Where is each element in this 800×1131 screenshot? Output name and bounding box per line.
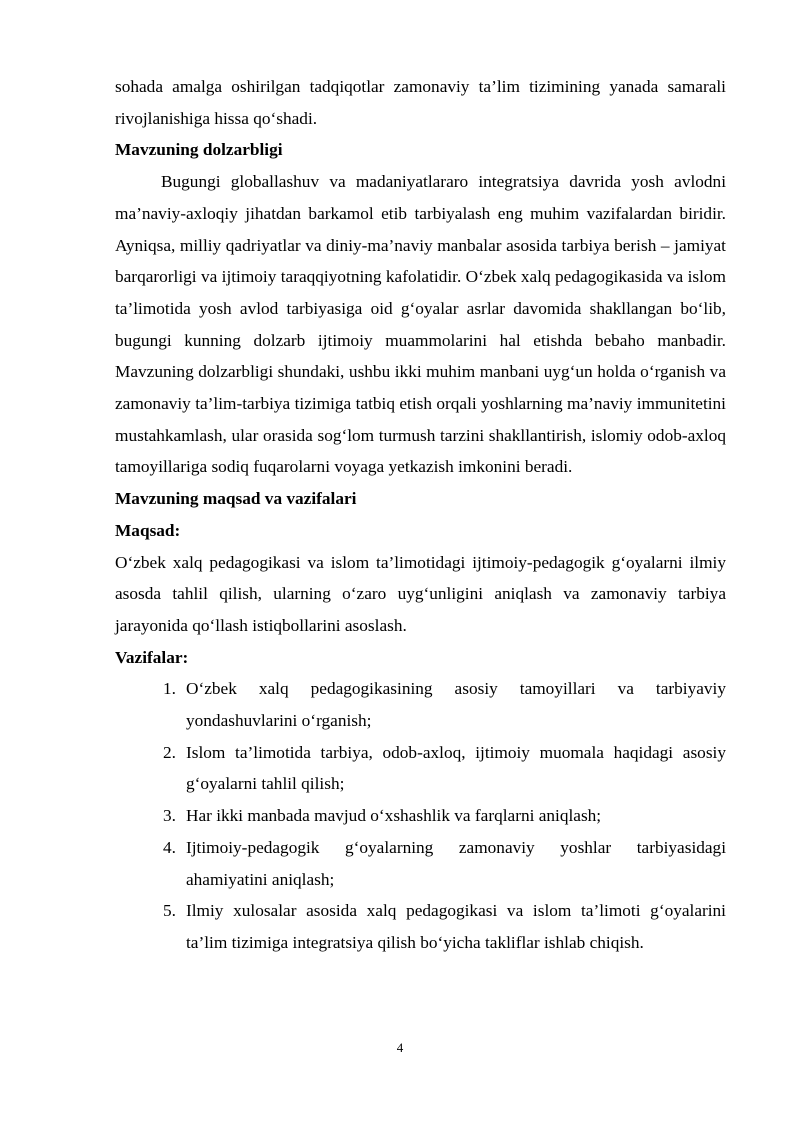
list-item-text: Islom ta’limotida tarbiya, odob-axloq, ijtimoiy muomala haqidagi asosiy g‘oyalarni tahlil qilish; (186, 742, 726, 794)
list-item-text: O‘zbek xalq pedagogikasining asosiy tamoyillari va tarbiyaviy yondashuvlarini o‘rganish; (186, 679, 726, 731)
list-item-number: 5. (163, 901, 176, 921)
list-item-text: Ilmiy xulosalar asosida xalq pedagogikasi va islom ta’limoti g‘oyalarini ta’lim tizimiga integratsiya qilish bo‘yicha takliflar ishlab chiqish. (186, 901, 726, 952)
page-number: 4 (396, 1040, 404, 1055)
relevance-paragraph: Bugungi globallashuv va madaniyatlararo integratsiya davrida yosh avlodni ma’naviy-axloqiy jihatdan barkamol etib tarbiyalash eng muhim vazifalardan biridir. Ayniqsa, milliy qadriyatlar va diniy-ma’naviy manbalar asosida tarbiya berish – jamiyat barqarorligi va ijtimoiy taraqqiyotning kafolatidir. O‘zbek xalq pedagogikasida va islom ta’limotida yosh avlod tarbiyasiga oid g‘oyalar asrlar davomida shakllangan bo‘lib, bugungi kunning dolzarb ijtimoiy muammolarini hal etishda bebaho manbadir. Mavzuning dolzarbligi shundaki, ushbu ikki muhim manbani uyg‘un holda o‘rganish va zamonaviy ta’lim-tarbiya tizimiga tatbiq etish orqali yoshlarning ma’naviy immunitetini mustahkamlash, ular orasida sog‘lom turmush tarzini shakllantirish, islomiy odob-axloq tamoyillariga sodiq fuqarolarni voyaga yetkazish imkonini beradi. (115, 172, 726, 477)
goals-heading: Mavzuning maqsad va vazifalari (115, 489, 357, 509)
intro-continuation-paragraph: sohada amalga oshirilgan tadqiqotlar zamonaviy ta’lim tizimining yanada samarali rivojlanishiga hissa qo‘shadi. (115, 77, 726, 128)
document-page (115, 71, 726, 959)
tasks-list (115, 673, 726, 958)
list-item-text: Har ikki manbada mavjud o‘xshashlik va farqlarni aniqlash; (186, 806, 602, 826)
list-item (115, 895, 726, 958)
list-item (115, 737, 726, 800)
aim-paragraph: O‘zbek xalq pedagogikasi va islom ta’limotidagi ijtimoiy-pedagogik g‘oyalarni ilmiy asosda tahlil qilish, ularning o‘zaro uyg‘unligini aniqlash va zamonaviy tarbiya jarayonida qo‘llash istiqbollarini asoslash. (115, 552, 726, 635)
list-item (115, 673, 726, 736)
relevance-heading: Mavzuning dolzarbligi (115, 140, 283, 160)
list-item (115, 832, 726, 895)
list-item-number: 1. (163, 679, 176, 699)
list-item-text: Ijtimoiy-pedagogik g‘oyalarning zamonaviy yoshlar tarbiyasidagi ahamiyatini aniqlash; (186, 837, 726, 889)
list-item-number: 2. (163, 742, 176, 762)
list-item (115, 800, 726, 832)
aim-heading: Maqsad: (115, 520, 181, 540)
list-item-number: 3. (163, 806, 176, 826)
tasks-heading: Vazifalar: (115, 647, 189, 667)
list-item-number: 4. (163, 837, 176, 857)
